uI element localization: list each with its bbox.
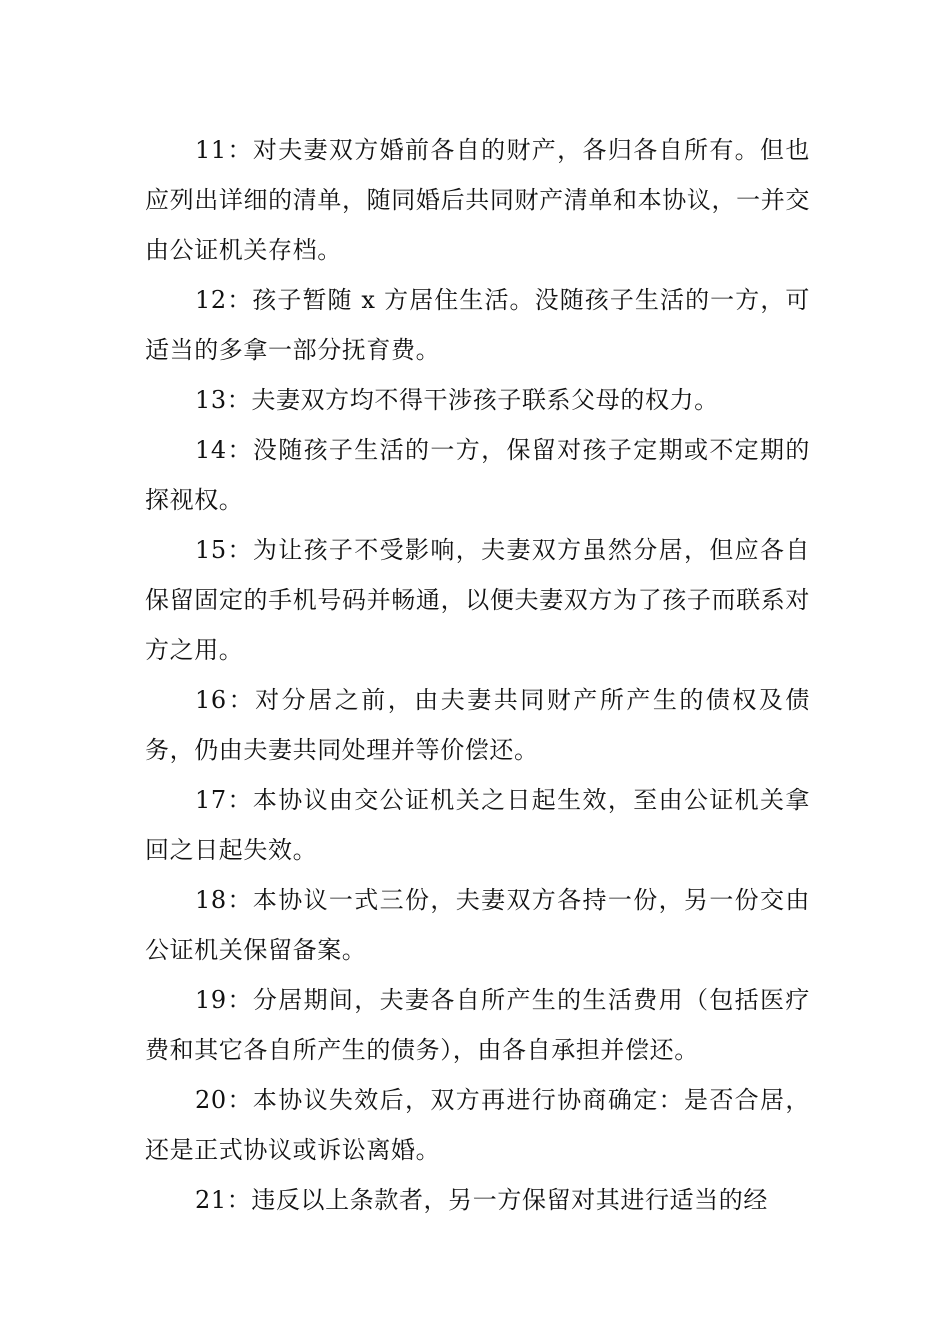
clause-14: 14：没随孩子生活的一方，保留对孩子定期或不定期的探视权。 [145, 436, 810, 514]
clause-12: 12：孩子暂随 x 方居住生活。没随孩子生活的一方，可适当的多拿一部分抚育费。 [145, 286, 810, 364]
clause-16: 16：对分居之前，由夫妻共同财产所产生的债权及债务，仍由夫妻共同处理并等价偿还。 [145, 686, 810, 764]
clause-17: 17：本协议由交公证机关之日起生效，至由公证机关拿回之日起失效。 [145, 786, 810, 864]
clause-21: 21：违反以上条款者，另一方保留对其进行适当的经 [195, 1186, 768, 1214]
document-body [145, 125, 810, 1225]
clause-20: 20：本协议失效后，双方再进行协商确定：是否合居，还是正式协议或诉讼离婚。 [145, 1086, 810, 1164]
clause-11: 11：对夫妻双方婚前各自的财产，各归各自所有。但也应列出详细的清单，随同婚后共同财产清单和本协议，一并交由公证机关存档。 [145, 136, 810, 264]
clause-18: 18：本协议一式三份，夫妻双方各持一份，另一份交由公证机关保留备案。 [145, 886, 810, 964]
clause-13: 13：夫妻双方均不得干涉孩子联系父母的权力。 [195, 386, 719, 414]
clause-19: 19：分居期间，夫妻各自所产生的生活费用（包括医疗费和其它各自所产生的债务），由各自承担并偿还。 [145, 986, 810, 1064]
clause-15: 15：为让孩子不受影响，夫妻双方虽然分居，但应各自保留固定的手机号码并畅通，以便夫妻双方为了孩子而联系对方之用。 [145, 536, 810, 664]
